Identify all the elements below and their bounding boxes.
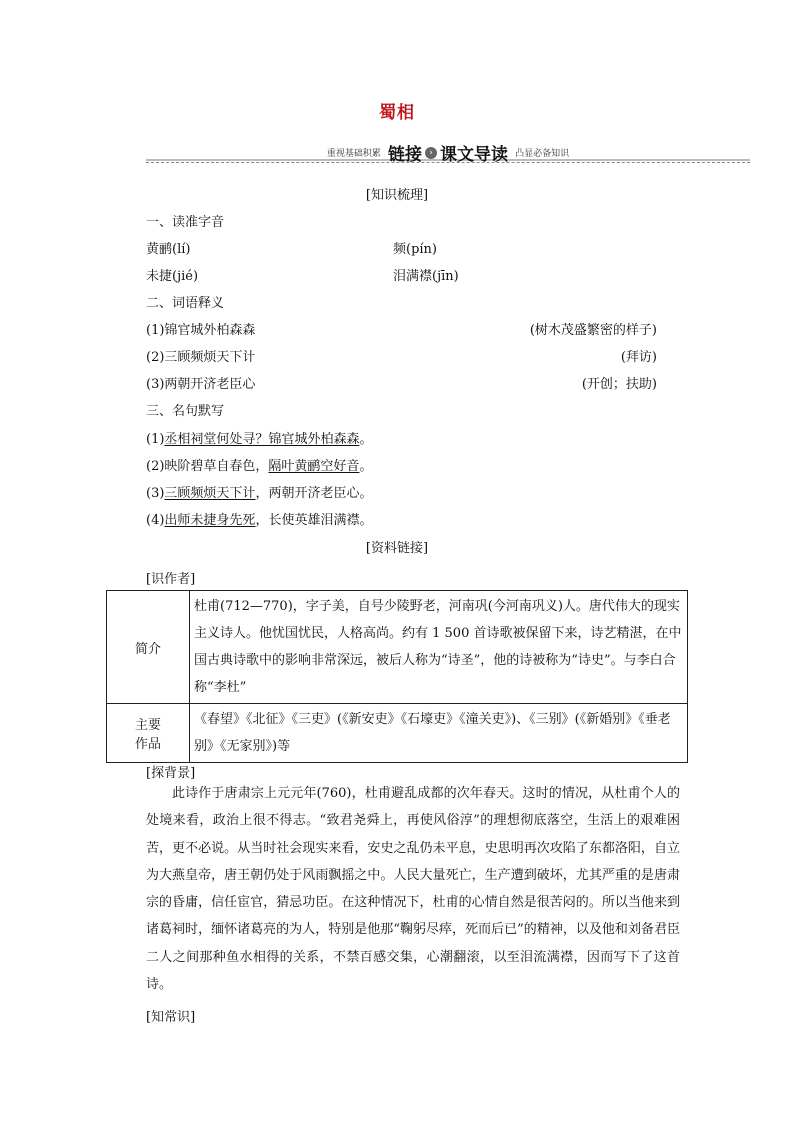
recitation-text: ，两朝开济老臣心。 xyxy=(255,486,373,501)
vocab-term: (1)锦官城外柏森森 xyxy=(146,323,256,338)
knowledge-tag: [知常识] xyxy=(146,1010,196,1025)
pronunciation-item: 黄鹂(lí) xyxy=(146,242,191,257)
recitation-prefix: (4) xyxy=(146,513,165,528)
recitation-end: 。 xyxy=(359,432,373,447)
vocab-term: (3)两朝开济老臣心 xyxy=(146,377,256,392)
recitation-end: 。 xyxy=(359,459,373,474)
background-tag: [探背景] xyxy=(146,766,196,781)
table-row xyxy=(107,591,688,704)
pronunciation-item: 频(pín) xyxy=(393,242,437,257)
pronunciation-item: 未捷(jié) xyxy=(146,269,199,284)
recitation-prefix: (3) xyxy=(146,486,165,501)
recitation-blank: 三顾频烦天下计 xyxy=(164,486,256,501)
recitation-blank: 锦官城外柏森森 xyxy=(268,432,360,447)
recitation-line xyxy=(146,428,372,447)
banner-title-left: 链接 xyxy=(388,145,422,165)
chevron-right-icon: › xyxy=(425,147,437,159)
part3-heading: 三、名句默写 xyxy=(146,404,225,419)
recitation-line xyxy=(146,482,372,501)
recitation-prefix: (2)映阶碧草自春色， xyxy=(146,459,269,474)
works-label-line: 作品 xyxy=(134,737,161,752)
author-tag: [识作者] xyxy=(146,572,196,587)
works-text: 《春望》《北征》《三吏》(《新安吏》《石壕吏》《潼关吏》)、《三别》(《新婚别》《垂老别》《无家别》)等 xyxy=(190,704,688,763)
recitation-prefix: (1) xyxy=(146,432,165,447)
intro-label: 简介 xyxy=(107,591,190,704)
recitation-blank: 出师未捷身先死 xyxy=(164,513,256,528)
part1-heading: 一、读准字音 xyxy=(146,215,225,230)
author-info-table xyxy=(106,590,688,763)
banner-right-caption: 凸显必备知识 xyxy=(515,149,570,159)
recitation-line xyxy=(146,455,372,474)
intro-text: 杜甫(712—770)，字子美，自号少陵野老，河南巩(今河南巩义)人。唐代伟大的现实主义诗人。他忧国忧民，人格高尚。约有 1 500 首诗歌被保留下来，诗艺精湛，在中国古典诗歌中的影响非常深远，被后人称为“诗圣”，他的诗被称为“诗史”。与李白合称“李杜” xyxy=(190,591,688,704)
banner-title-right: 课文导读 xyxy=(440,145,508,165)
table-row xyxy=(107,704,688,763)
pronunciation-item: 泪满襟(jīn) xyxy=(393,269,459,284)
page-title: 蜀相 xyxy=(379,103,415,123)
vocab-meaning: (开创；扶助) xyxy=(581,377,657,392)
section-heading-knowledge: [知识梳理] xyxy=(365,188,429,203)
section-banner xyxy=(146,140,750,163)
vocab-term: (2)三顾频烦天下计 xyxy=(146,350,256,365)
part2-heading: 二、词语释义 xyxy=(146,296,225,311)
recitation-blank: 隔叶黄鹂空好音 xyxy=(268,459,360,474)
works-label-line: 主要 xyxy=(134,718,161,733)
vocab-meaning: (树木茂盛繁密的样子) xyxy=(529,323,657,338)
background-paragraph: 此诗作于唐肃宗上元元年(760)，杜甫避乱成都的次年春天。这时的情况，从杜甫个人的处境来看，政治上很不得志。“致君尧舜上，再使风俗淳”的理想彻底落空，生活上的艰难困苦，更不必说。从当时社会现实来看，安史之乱仍未平息，史思明再次攻陷了东都洛阳，自立为大燕皇帝，唐王朝仍处于风雨飘摇之中。人民大量死亡，生产遭到破坏，尤其严重的是唐肃宗的昏庸，信任宦官，猜忌功臣。在这种情况下，杜甫的心情自然是很苦闷的。所以当他来到诸葛祠时，缅怀诸葛亮的为人，特别是他那“鞠躬尽瘁，死而后已”的精神，以及他和刘备君臣二人之间那种鱼水相得的关系，不禁百感交集，心潮翻滚，以至泪流满襟，因而写下了这首诗。 xyxy=(146,786,680,993)
banner-left-caption: 重视基础积累 xyxy=(326,149,381,159)
recitation-line xyxy=(146,509,372,528)
vocab-meaning: (拜访) xyxy=(620,350,657,365)
recitation-text: ，长使英雄泪满襟。 xyxy=(255,513,373,528)
works-label xyxy=(107,704,190,763)
recitation-blank: 丞相祠堂何处寻？ xyxy=(164,432,269,447)
section-heading-material: [资料链接] xyxy=(365,541,429,556)
